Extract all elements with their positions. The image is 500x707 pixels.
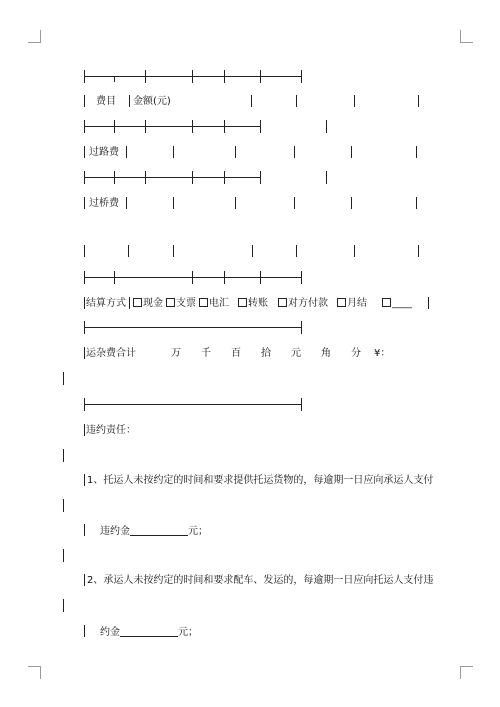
cell-border [418, 245, 419, 257]
clause-1-penalty: 违约金 元； [100, 526, 208, 537]
table-tick [84, 271, 85, 284]
cell-border [354, 95, 355, 107]
cell-border [351, 146, 352, 158]
cell-border [416, 146, 417, 158]
cell-border [84, 574, 85, 586]
payment-option-transfer[interactable]: 转账 [238, 298, 268, 310]
checkbox-icon[interactable] [238, 298, 247, 307]
cell-border [428, 297, 429, 309]
cell-border [354, 245, 355, 257]
clause-2: 2、承运人未按约定的时间和要求配车、发运的，每逾期一日应向托运人支付违 [87, 575, 434, 586]
table-tick [260, 70, 261, 83]
corner-mark-bottom-right [460, 666, 473, 679]
cell-border [173, 245, 174, 257]
table-tick [224, 70, 225, 83]
currency-symbol: ¥： [374, 348, 391, 359]
fee-row-label: 过桥费 [89, 198, 119, 209]
corner-mark-top-left [28, 30, 41, 43]
table-tick [192, 70, 193, 83]
amount-header: 金额(元) [133, 96, 171, 107]
cell-border [84, 524, 85, 536]
total-label: 运杂费合计 [86, 348, 136, 359]
cell-border [296, 245, 297, 257]
clause-2-penalty: 约金 元； [100, 627, 198, 638]
table-tick [84, 171, 85, 184]
table-tick [145, 120, 146, 133]
table-tick [224, 171, 225, 184]
table-tick [84, 120, 85, 133]
cell-border [129, 95, 130, 107]
margin-bar [63, 499, 64, 512]
clause-1: 1、托运人未按约定的时间和要求提供托运货物的，每逾期一日应向承运人支付 [87, 475, 434, 486]
cell-border [84, 95, 85, 107]
table-tick [145, 171, 146, 184]
penalty-amount-blank[interactable] [130, 525, 188, 536]
table-tick [84, 70, 85, 83]
table-rule [84, 126, 260, 127]
fee-header: 费目 [96, 96, 116, 107]
penalty-amount-blank[interactable] [120, 626, 178, 637]
cell-border [84, 474, 85, 486]
unit-shi: 拾 [261, 348, 271, 359]
table-tick [260, 271, 261, 284]
cell-border [84, 424, 85, 436]
margin-bar [63, 372, 64, 385]
table-tick [326, 120, 327, 133]
table-tick [192, 271, 193, 284]
table-rule [84, 327, 301, 328]
margin-bar [63, 599, 64, 612]
table-tick [301, 398, 302, 411]
table-tick [192, 171, 193, 184]
unit-bai: 百 [231, 348, 241, 359]
checkbox-icon[interactable] [133, 298, 142, 307]
cell-border [84, 146, 85, 158]
margin-bar [63, 449, 64, 462]
checkbox-icon[interactable] [337, 298, 346, 307]
checkbox-icon[interactable] [166, 298, 175, 307]
payment-option-check[interactable]: 支票 [166, 298, 196, 310]
unit-wan: 万 [171, 348, 181, 359]
payment-option-wire[interactable]: 电汇 [199, 298, 229, 310]
checkbox-icon[interactable] [199, 298, 208, 307]
cell-border [296, 95, 297, 107]
corner-mark-top-right [460, 30, 473, 43]
payment-option-cash[interactable]: 现金 [133, 298, 163, 310]
cell-border [84, 347, 85, 359]
cell-border [251, 95, 252, 107]
fee-row-label: 过路费 [89, 147, 119, 158]
cell-border [418, 95, 419, 107]
table-tick [84, 398, 85, 411]
table-tick [224, 271, 225, 284]
payment-option-monthly[interactable]: 月结 [337, 298, 367, 310]
other-blank: ____ [392, 298, 412, 309]
cell-border [84, 625, 85, 637]
cell-border [294, 197, 295, 209]
cell-border [294, 146, 295, 158]
cell-border [416, 197, 417, 209]
unit-qian: 千 [201, 348, 211, 359]
table-tick [84, 321, 85, 334]
table-rule [84, 404, 301, 405]
cell-border [173, 197, 174, 209]
table-tick [260, 120, 261, 133]
table-tick [145, 70, 146, 83]
table-tick [301, 271, 302, 284]
cell-border [126, 146, 127, 158]
table-tick [224, 120, 225, 133]
table-tick [301, 321, 302, 334]
cell-border [173, 146, 174, 158]
cell-border [252, 245, 253, 257]
cell-border [235, 197, 236, 209]
table-tick [114, 76, 115, 82]
cell-border [351, 197, 352, 209]
cell-border [84, 245, 85, 257]
unit-yuan: 元 [291, 348, 301, 359]
cell-border [84, 197, 85, 209]
cell-border [129, 297, 130, 309]
corner-mark-bottom-left [28, 666, 41, 679]
table-tick [114, 120, 115, 133]
checkbox-icon[interactable] [278, 298, 287, 307]
payment-method-label: 结算方式 [86, 298, 126, 309]
cell-border [126, 197, 127, 209]
table-rule [84, 177, 260, 178]
table-tick [301, 70, 302, 83]
table-tick [114, 271, 115, 284]
liability-title: 违约责任： [86, 425, 136, 436]
unit-jiao: 角 [321, 348, 331, 359]
cell-border [235, 146, 236, 158]
margin-bar [63, 549, 64, 562]
payment-option-counterparty[interactable]: 对方付款 [278, 298, 328, 310]
payment-option-other[interactable] [382, 298, 412, 310]
cell-border [84, 297, 85, 309]
table-tick [192, 120, 193, 133]
table-tick [260, 171, 261, 184]
unit-fen: 分 [351, 348, 361, 359]
checkbox-icon[interactable] [382, 298, 391, 307]
cell-border [128, 245, 129, 257]
table-tick [326, 171, 327, 184]
table-tick [114, 171, 115, 184]
